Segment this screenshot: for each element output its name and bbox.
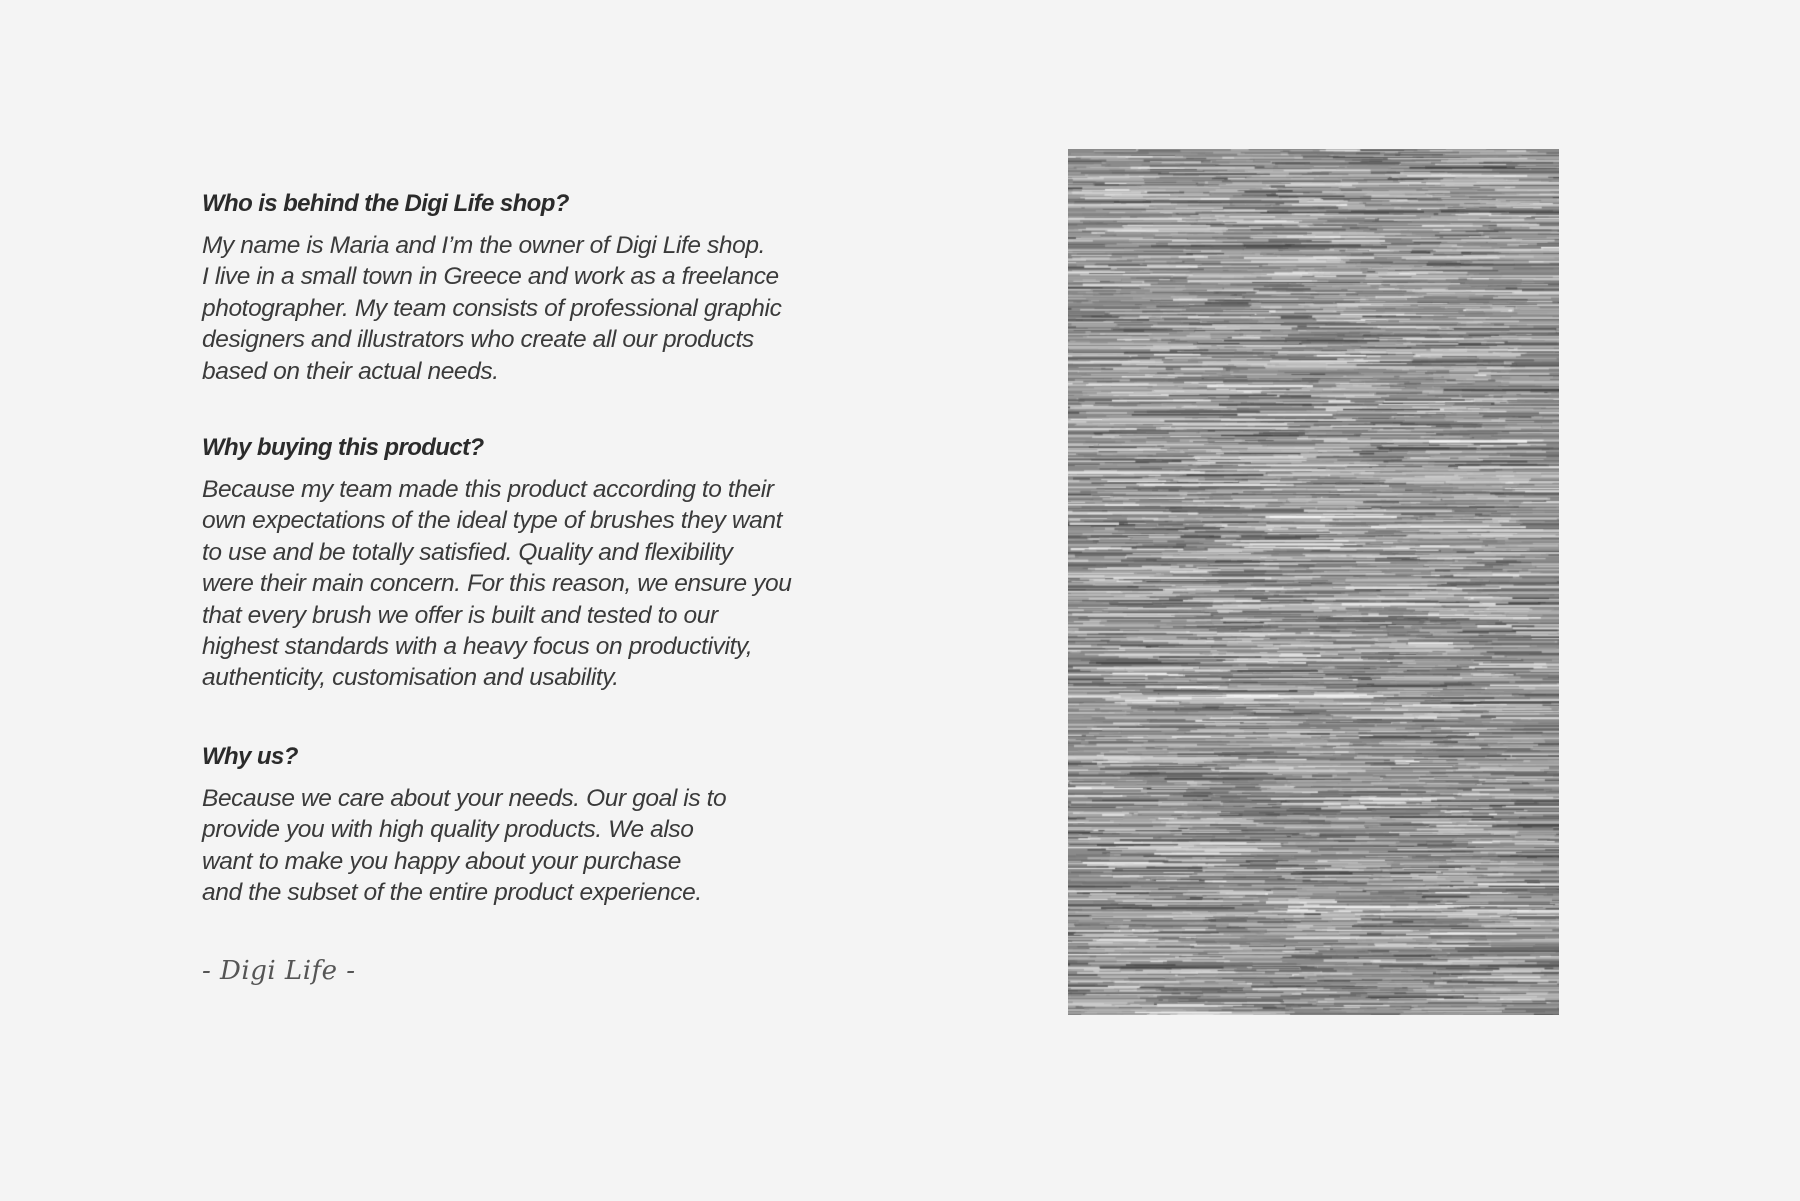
section-why-us	[202, 743, 882, 909]
signature: - Digi Life -	[202, 956, 356, 986]
section-heading: Who is behind the Digi Life shop?	[202, 190, 569, 217]
section-who	[202, 190, 882, 387]
brush-texture-canvas	[1068, 149, 1559, 1015]
section-body: My name is Maria and I’m the owner of Digi Life shop. I live in a small town in Greece and work as a freelance photographer. My team consists of professional graphic designers and illustrators who create all our products based on their actual needs.	[202, 232, 782, 385]
brush-texture-image	[1068, 149, 1559, 1015]
section-heading: Why buying this product?	[202, 434, 484, 461]
section-body: Because my team made this product according to their own expectations of the ideal type of brushes they want to use and be totally satisfied. Quality and flexibility were their main concern. For this reason, we ensure you that every brush we offer is built and tested to our highest standards with a heavy focus on productivity, authenticity, customisation and usability.	[202, 476, 792, 692]
section-why-buy	[202, 434, 882, 694]
section-heading: Why us?	[202, 743, 298, 770]
section-body: Because we care about your needs. Our goal is to provide you with high quality products. We also want to make you happy about your purchase and the subset of the entire product experience.	[202, 785, 727, 907]
